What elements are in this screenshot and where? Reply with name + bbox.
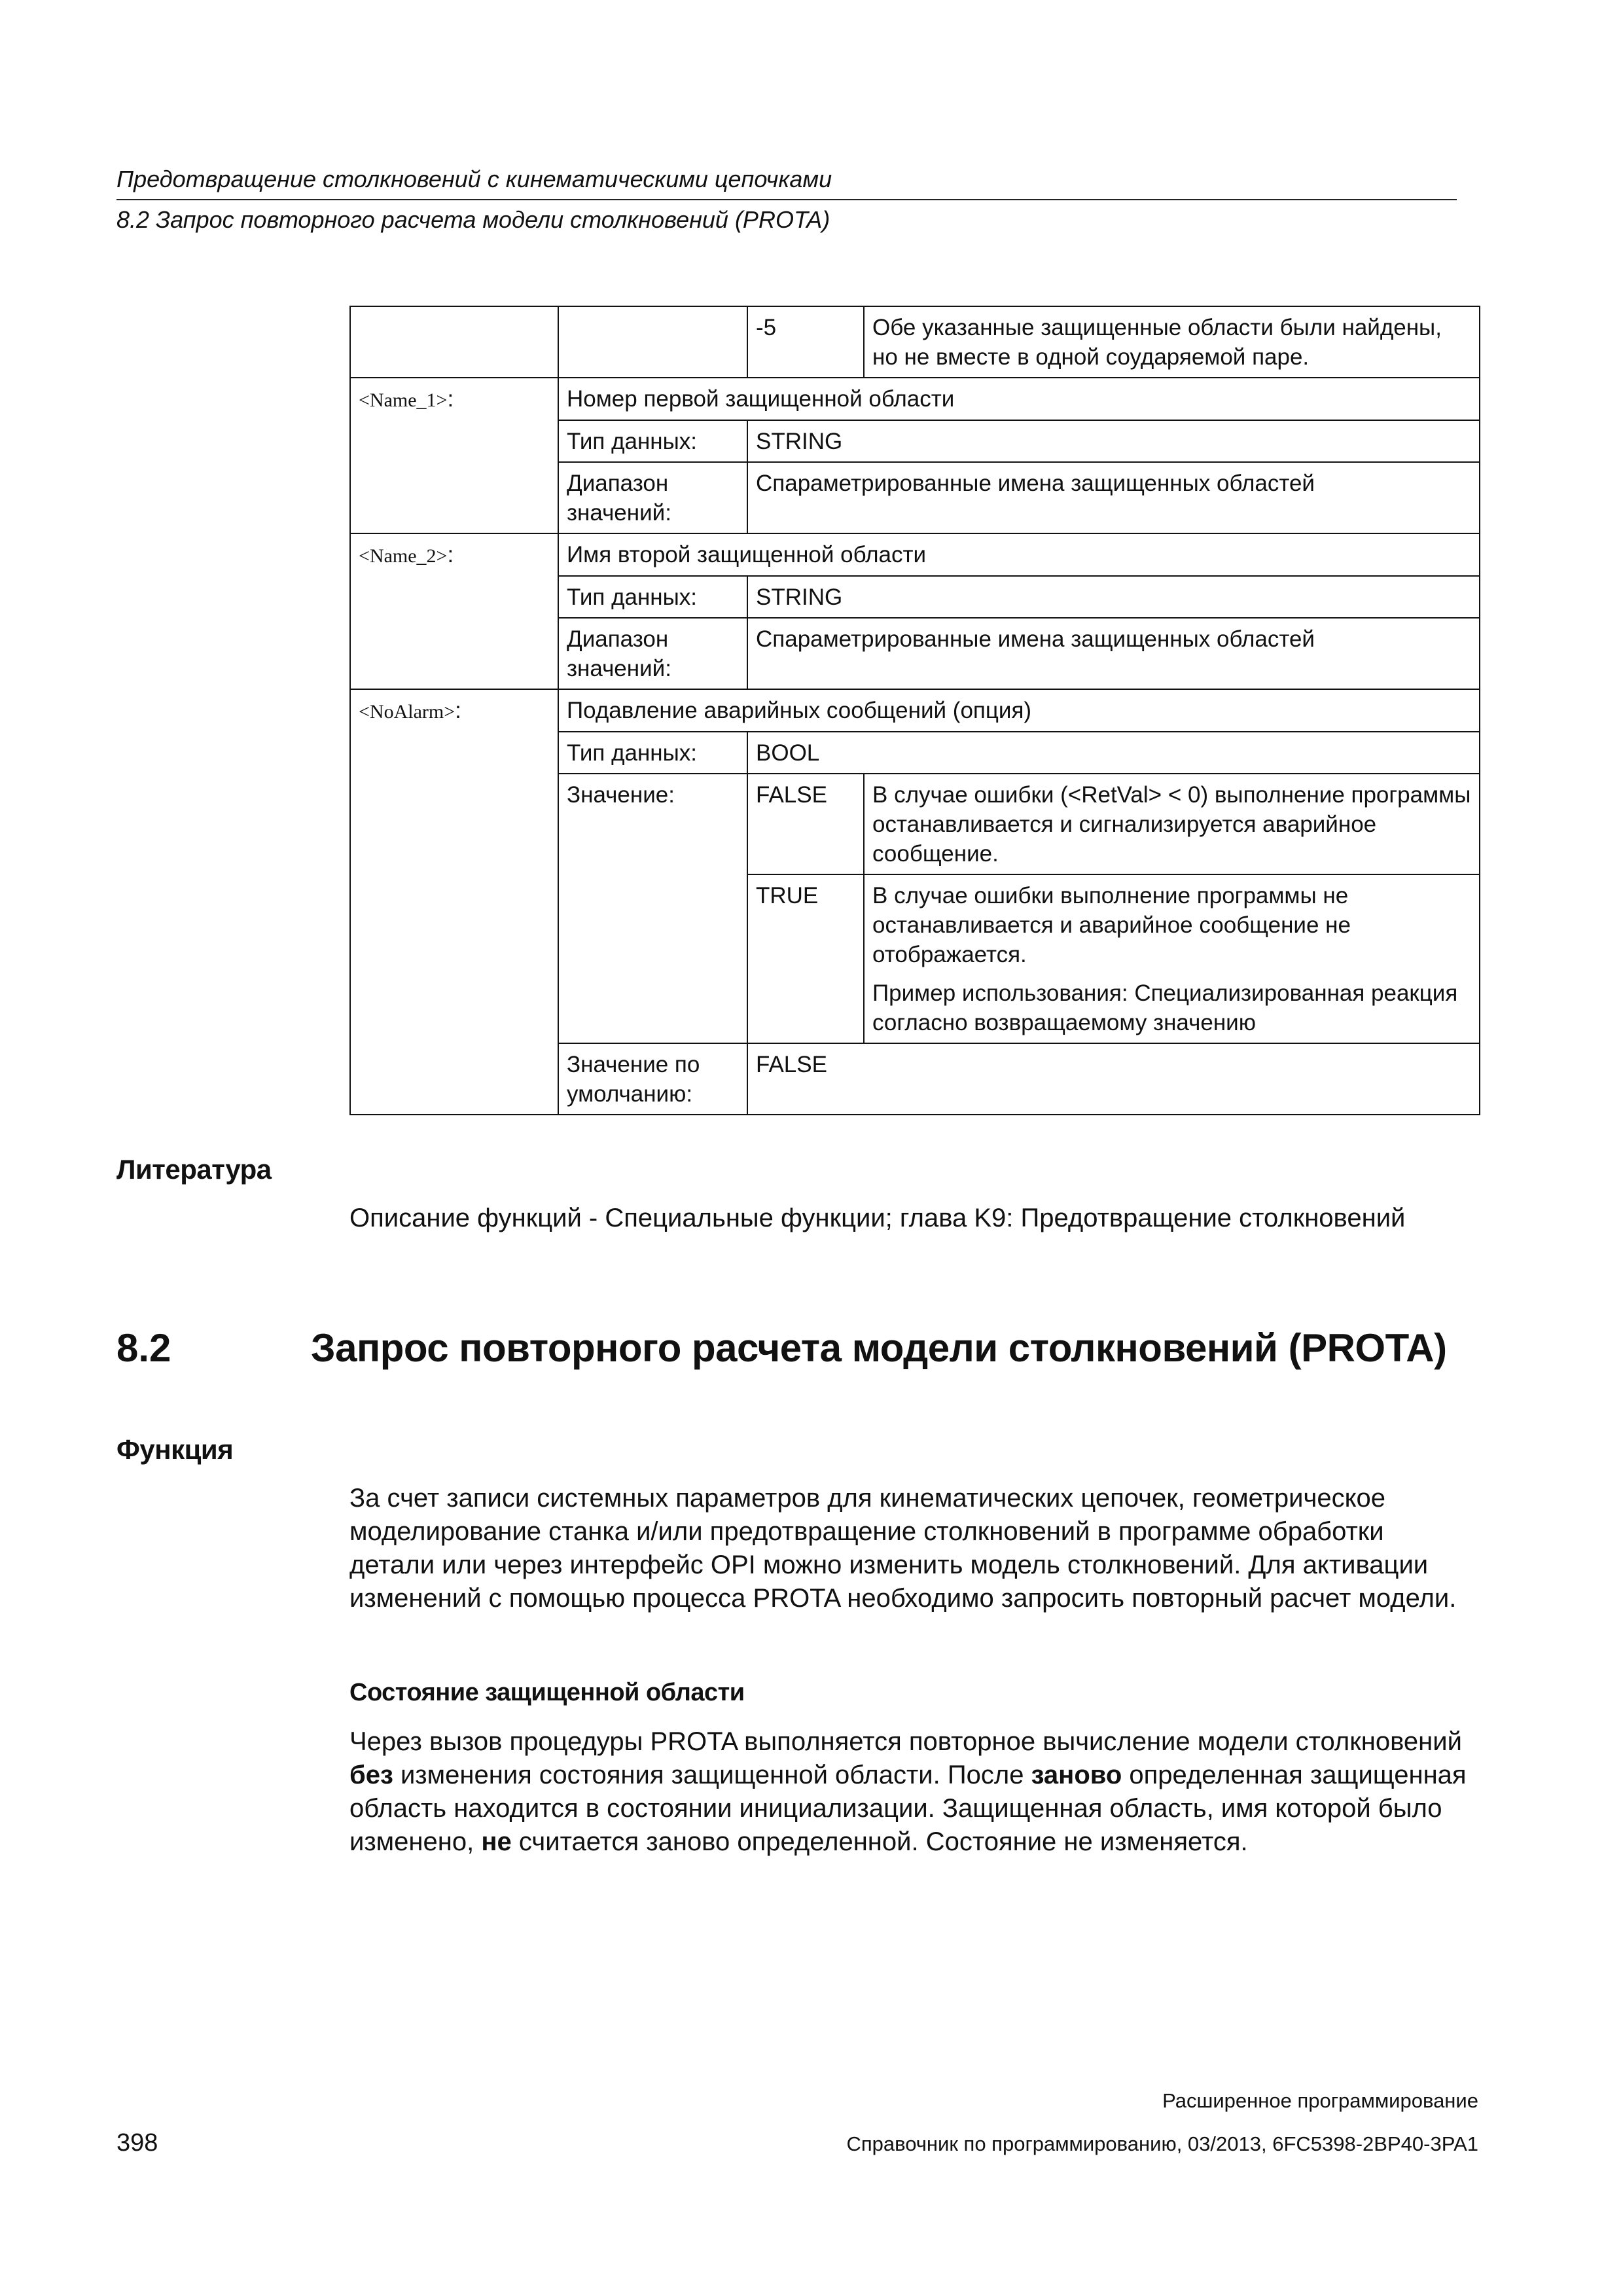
state-heading: Состояние защищенной области bbox=[349, 1679, 745, 1706]
table-row bbox=[350, 1043, 1480, 1115]
parameter-table bbox=[349, 306, 1480, 1115]
table-row bbox=[350, 618, 1480, 689]
running-header-section: 8.2 Запрос повторного расчета модели столкновений (PROTA) bbox=[116, 206, 830, 233]
table-cell-empty bbox=[350, 1043, 558, 1115]
section-number: 8.2 bbox=[116, 1326, 171, 1370]
data-type-label: Тип данных: bbox=[558, 420, 747, 462]
value-true-description bbox=[864, 874, 1480, 1043]
value-label: Значение: bbox=[558, 774, 747, 874]
header-rule bbox=[116, 199, 1457, 200]
running-header-chapter: Предотвращение столкновений с кинематическими цепочками bbox=[116, 166, 832, 192]
value-false-description: В случае ошибки (<RetVal> < 0) выполнение программы останавливается и сигнализируется аварийное сообщение. bbox=[864, 774, 1480, 874]
data-type-value: STRING bbox=[747, 576, 1480, 618]
state-text-part: определенная защищенная область находится в состоянии инициализации. Защищенная область, имя которой было изменено, bbox=[349, 1761, 1467, 1856]
param-name-1-label: <Name_1> bbox=[359, 389, 448, 411]
state-text-emphasis: заново bbox=[1031, 1761, 1122, 1789]
value-false: FALSE bbox=[747, 774, 864, 874]
state-text-emphasis: без bbox=[349, 1761, 393, 1789]
table-cell-empty bbox=[350, 576, 558, 618]
table-row bbox=[350, 378, 1480, 420]
table-cell-empty bbox=[558, 306, 747, 378]
footer-doc-reference: Справочник по программированию, 03/2013, 6FC5398-2BP40-3PA1 bbox=[846, 2132, 1478, 2155]
table-cell-empty bbox=[350, 420, 558, 462]
param-name-2-description: Имя второй защищенной области bbox=[558, 533, 1480, 576]
default-value-label: Значение по умолчанию: bbox=[558, 1043, 747, 1115]
return-code: -5 bbox=[747, 306, 864, 378]
table-cell-empty bbox=[350, 874, 558, 1043]
state-text-part: считается заново определенной. Состояние не изменяется. bbox=[511, 1827, 1248, 1856]
table-row bbox=[350, 874, 1480, 1043]
param-noalarm: <NoAlarm>: bbox=[350, 689, 558, 732]
return-code-description: Обе указанные защищенные области были найдены, но не вместе в одной соударяемой паре. bbox=[864, 306, 1480, 378]
table-row bbox=[350, 774, 1480, 874]
table-cell-empty bbox=[350, 306, 558, 378]
table-row bbox=[350, 306, 1480, 378]
table-row bbox=[350, 732, 1480, 774]
state-text bbox=[349, 1725, 1475, 1859]
table-row bbox=[350, 420, 1480, 462]
value-true-text: В случае ошибки выполнение программы не останавливается и аварийное сообщение не отображается. bbox=[872, 883, 1351, 967]
table-row bbox=[350, 533, 1480, 576]
state-text-part: Через вызов процедуры PROTA выполняется повторное вычисление модели столкновений bbox=[349, 1727, 1462, 1756]
param-name-1: <Name_1>: bbox=[350, 378, 558, 420]
function-text: За счет записи системных параметров для кинематических цепочек, геометрическое моделирование станка и/или предотвращение столкновений в программе обработки детали или через интерфейс OPI можно изменить модель столкновений. Для активации изменений с помощью процесса PROTA необходимо запросить повторный расчет модели. bbox=[349, 1484, 1457, 1613]
value-true-example: Пример использования: Специализированная реакция согласно возвращаемому значению bbox=[872, 980, 1458, 1035]
state-text-emphasis: не bbox=[481, 1827, 512, 1856]
value-range-value: Спараметрированные имена защищенных областей bbox=[747, 462, 1480, 533]
table-cell-empty bbox=[350, 462, 558, 533]
table-row bbox=[350, 462, 1480, 533]
table-cell-empty bbox=[558, 874, 747, 1043]
param-name-2-label: <Name_2> bbox=[359, 545, 448, 567]
table-cell-empty bbox=[350, 618, 558, 689]
value-range-value: Спараметрированные имена защищенных областей bbox=[747, 618, 1480, 689]
data-type-label: Тип данных: bbox=[558, 576, 747, 618]
table-row bbox=[350, 689, 1480, 732]
section-title: Запрос повторного расчета модели столкновений (PROTA) bbox=[311, 1326, 1447, 1370]
default-value: FALSE bbox=[747, 1043, 1480, 1115]
value-true: TRUE bbox=[747, 874, 864, 1043]
param-noalarm-label: <NoAlarm> bbox=[359, 701, 455, 723]
param-noalarm-description: Подавление аварийных сообщений (опция) bbox=[558, 689, 1480, 732]
param-name-2: <Name_2>: bbox=[350, 533, 558, 576]
state-text-part: изменения состояния защищенной области. После bbox=[393, 1761, 1031, 1789]
data-type-value: STRING bbox=[747, 420, 1480, 462]
param-name-1-description: Номер первой защищенной области bbox=[558, 378, 1480, 420]
table-cell-empty bbox=[350, 774, 558, 874]
page-number: 398 bbox=[116, 2129, 158, 2157]
function-heading: Функция bbox=[116, 1434, 234, 1465]
table-row bbox=[350, 576, 1480, 618]
literature-text: Описание функций - Специальные функции; глава K9: Предотвращение столкновений bbox=[349, 1204, 1406, 1232]
table-cell-empty bbox=[350, 732, 558, 774]
value-range-label: Диапазон значений: bbox=[558, 618, 747, 689]
data-type-value: BOOL bbox=[747, 732, 1480, 774]
data-type-label: Тип данных: bbox=[558, 732, 747, 774]
literature-heading: Литература bbox=[116, 1154, 272, 1185]
footer-doc-title: Расширенное программирование bbox=[1162, 2089, 1478, 2112]
value-range-label: Диапазон значений: bbox=[558, 462, 747, 533]
